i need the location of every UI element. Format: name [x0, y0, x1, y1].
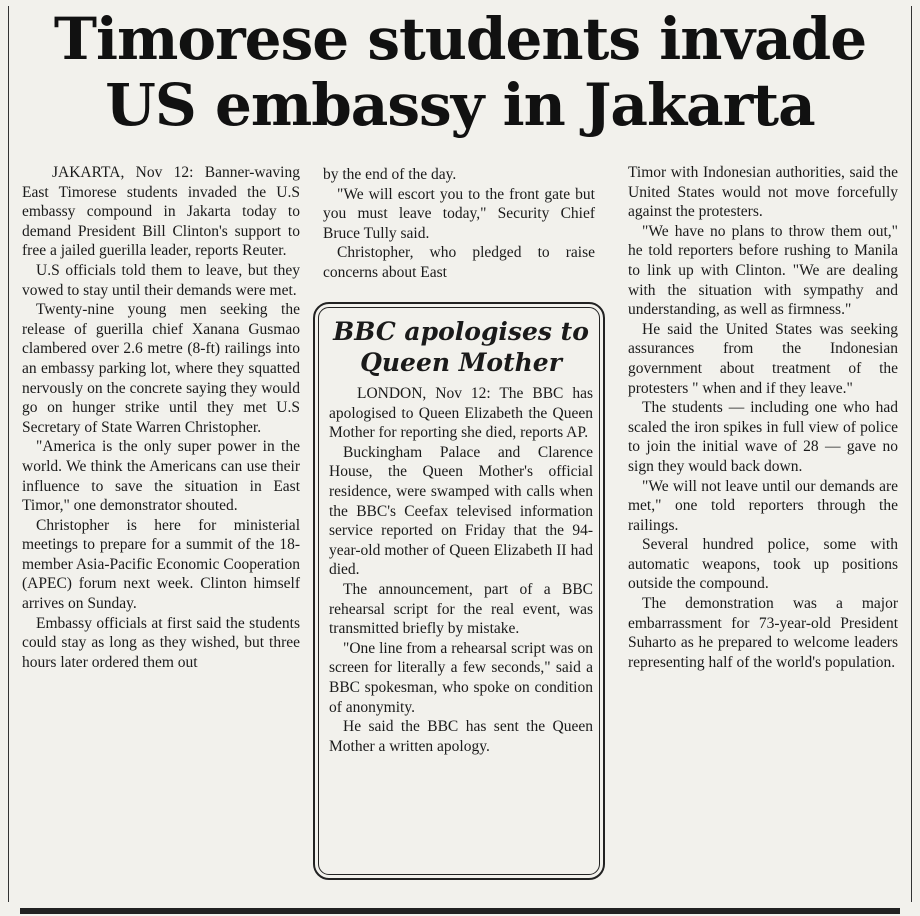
sidebar-paragraph: The announcement, part of a BBC rehearsal script for the real event, was transmitted briefly by mistake.: [329, 580, 593, 638]
sidebar-paragraph: LONDON, Nov 12: The BBC has apologised to Queen Elizabeth the Queen Mother for reporting she died, reports AP.: [329, 385, 593, 442]
sidebar-paragraph: "One line from a rehearsal script was on screen for literally a few seconds," said a BBC spokesman, who spoke on condition of anonymity.: [329, 639, 593, 716]
sidebar-title-line-1: BBC apologises to: [333, 317, 589, 346]
sidebar-paragraph: He said the BBC has sent the Queen Mother a written apology.: [329, 718, 593, 755]
paragraph: "America is the only super power in the world. We think the Americans can use their influence to save the situation in East Timor," one demonstrator shouted.: [22, 438, 300, 515]
paragraph: Several hundred police, some with automatic weapons, took up positions outside the compound.: [628, 536, 898, 593]
paragraph: Embassy officials at first said the students could stay as long as they wished, but three hours later ordered them out: [22, 614, 300, 671]
article-column-3: [628, 163, 898, 672]
paragraph: "We have no plans to throw them out," he told reporters before rushing to Manila to link up with Clinton. "We are dealing with the situation with sympathy and understanding, as well as firmness.": [628, 222, 898, 319]
paragraph: Christopher, who pledged to raise concerns about East: [323, 244, 595, 281]
paragraph: JAKARTA, Nov 12: Banner-waving East Timorese students invaded the U.S embassy compound in Jakarta today to demand President Bill Clinton's support to free a jailed guerilla leader, reports Reuter.: [22, 164, 300, 260]
paragraph: The students — including one who had scaled the iron spikes in full view of police to join the initial wave of 28 — gave no sign they would back down.: [628, 399, 898, 475]
paragraph: by the end of the day.: [323, 166, 457, 183]
headline-line-2: US embassy in Jakarta: [105, 71, 815, 139]
sidebar-title-line-2: Queen Mother: [360, 348, 562, 377]
sidebar-body: [329, 384, 593, 756]
article-column-2: [323, 165, 595, 283]
headline: [0, 6, 920, 138]
sidebar-paragraph: Buckingham Palace and Clarence House, the Queen Mother's official residence, were swamped with calls when the BBC's Ceefax televised information service reported on Friday that the 94-year-old mother of Queen Elizabeth II had died.: [329, 443, 593, 579]
headline-line-1: Timorese students invade: [53, 5, 867, 73]
paragraph: Timor with Indonesian authorities, said the United States would not move forcefully against the protesters.: [628, 164, 898, 221]
paragraph: "We will not leave until our demands are met," one told reporters through the railings.: [628, 477, 898, 534]
sidebar-title: [329, 316, 593, 378]
paragraph: Christopher is here for ministerial meetings to prepare for a summit of the 18-member Asia-Pacific Economic Cooperation (APEC) forum next week. Clinton himself arrives on Sunday.: [22, 516, 300, 613]
article-column-1: [22, 163, 300, 672]
paragraph: U.S officials told them to leave, but they vowed to stay until their demands were met.: [22, 261, 300, 299]
bottom-rule: [20, 908, 900, 914]
paragraph: The demonstration was a major embarrassment for 73-year-old President Suharto as he prepared to welcome leaders representing half of the world's population.: [628, 595, 898, 671]
paragraph: He said the United States was seeking assurances from the Indonesian government about treatment of the protesters " when and if they leave.": [628, 320, 898, 397]
sidebar-box: [313, 302, 605, 880]
paragraph: "We will escort you to the front gate but you must leave today," Security Chief Bruce Tully said.: [323, 185, 595, 242]
paragraph: Twenty-nine young men seeking the release of guerilla chief Xanana Gusmao clambered over 2.6 metre (8-ft) railings into an embassy parking lot, where they squatted nervously on the concrete saying they would go on hunger strike until they met U.S Secretary of State Warren Christopher.: [22, 301, 300, 436]
